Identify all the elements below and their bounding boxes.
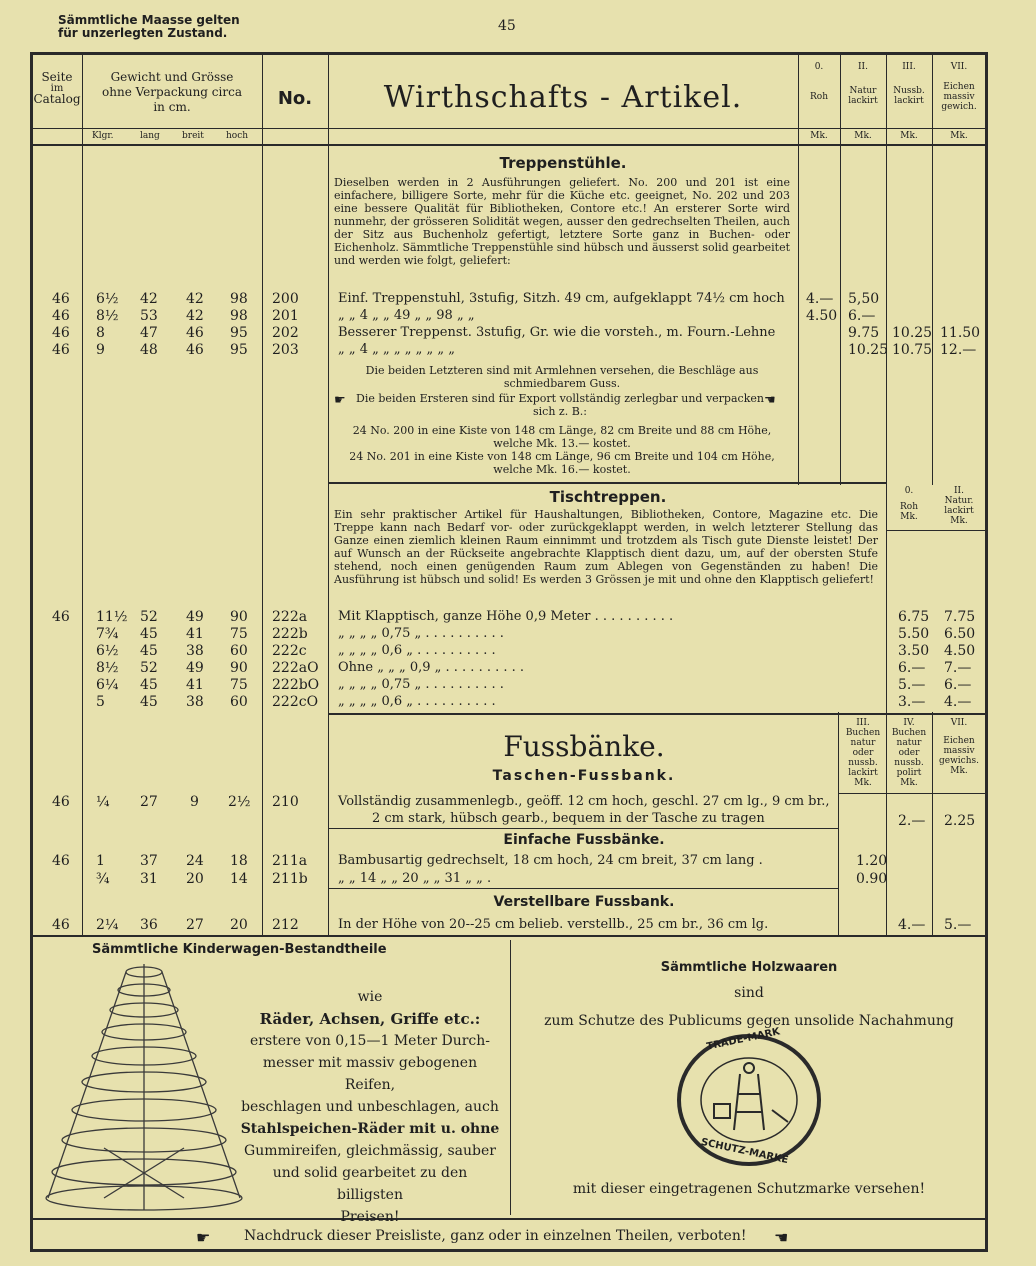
tisch-row-222b-hoch: 75 [230,626,248,642]
wheel-stack-illustration [44,958,244,1216]
tisch-row-222cO-p0: 3.— [898,694,926,710]
tisch-price-col-0-header: 0. Roh Mk. [900,486,918,522]
treppen-row-202-p2: 9.75 [848,325,880,341]
treppen-note-2: Die beiden Ersteren sind für Export vollständig zerlegbar und verpacken sich z. B.: [356,392,764,418]
section-title: Wirthschafts - Artikel. [383,80,743,115]
treppen-row-203-breit: 46 [186,342,204,358]
tisch-row-222cO-breit: 38 [186,694,204,710]
tisch-row-222a-kg: 11½ [96,609,128,625]
row-211b-text: „ „ 14 „ „ 20 „ „ 31 „ „ . [338,871,492,886]
treppen-row-200-hoch: 98 [230,291,248,307]
treppen-description: Dieselben werden in 2 Ausführungen geliefert. No. 200 und 201 ist eine einfachere, billigere Sorte, mehr für die Küche etc. geeignet, No. 202 und 203 eine bessere Qualität für Bibliotheken, Contore etc.! An ersterer Sorte wird nunmehr, der grösseren Solidität wegen, ausser den gedrechselten Theilen, auch der Sitz aus Buchenholz gefertigt, letztere Sorte ganz in Buchen- oder Eichenholz. Sämmtliche Treppenstühle sind hübsch und äusserst solid gearbeitet und werden wie folgt, geliefert: [334,176,790,267]
tisch-row-222a-breit: 49 [186,609,204,625]
footer-notice: Nachdruck dieser Preisliste, ganz oder in einzelnen Theilen, verboten! [244,1228,747,1244]
tisch-row-222c-no: 222c [272,643,307,659]
catalog-page: Sämmtliche Maasse gelten für unzerlegten Zustand. 45 Seite im Catalog Gewicht und Grösse ohne Verpackung circa in cm. Klgr. lang breit hoch No. Wirthschafts - Artikel. 0. Roh II. Natur lackirt III. Nussb. lackirt VII. Eichen massiv gewich. Mk. Mk. Mk. Mk. Treppenstühle. Dieselben werden in 2 Ausführungen geliefert. No. 200 und 201 ist eine einfachere, billigere Sorte, mehr für die Küche etc. geeignet, No. 202 und 203 eine bessere Qualität für Bibliotheken, Contore etc.! An ersterer Sorte wird nunmehr, der grösseren Solidität wegen, ausser den gedrechselten Theilen, auch der Sitz aus Buchenholz gefertigt, letztere Sorte ganz in Buchen- oder Eichenholz. Sämmtliche Treppenstühle sind hübsch und äusserst solid gearbeitet und werden wie folgt, geliefert: 46 6½ 42 42 98 200 Einf. Treppenstuhl, 3stufig, Sitzh. 49 cm, aufgeklappt 74½ cm hoch 4.— 5,50 46 8½ 53 42 98 201 „ „ 4 „ „ 49 „ „ 98 „ „ 4.50 6.— 46 8 47 46 95 202 Besserer Treppenst. 3stufig, Gr. wie die vorsteh., m. Fourn.-Lehne 9.75 10.25 11.50 46 9 48 46 95 203 „ „ 4 „ „ „ „ „ „ „ „ 10.25 10.75 12.— Die beiden Letzteren sind mit Armlehnen versehen, die Beschläge aus schmiedbarem Guss. Die beiden Ersteren sind für Export vollständig zerlegbar und verpacken sich z. B.: ☛ ☚ 24 No. 200 in eine Kiste von 148 cm Länge, 82 cm Breite und 88 cm Höhe, welche Mk. 13.— kostet. 24 No. 201 in eine Kiste von 148 cm Länge, 96 cm Breite und 104 cm Höhe, welche Mk. 16.— kostet. Tischtreppen. 0. Roh Mk. II. Natur. lackirt Mk. Ein sehr praktischer Artikel für Haushaltungen, Bibliotheken, Contore, Magazine etc. Die Treppe kann nach Bedarf vor- oder zurückgeklappt werden, in welch letzterer Stellung das Ganze einen ziemlich kleinen Raum einnimmt und trotzdem als Tisch gute Dienste leistet! Der auf Wunsch an der Rückseite angebrachte Klapptisch dient dazu, um, auf der obersten Stufe stehend, noch einen genügenden Raum zum Ablegen von Gegenständen zu haben! Die Ausführung ist hübsch und solid! Es werden 3 Grössen je mit und ohne den Klapptisch geliefert! 46 11½ 52 49 90 222a Mit Klapptisch, ganze Höhe 0,9 Meter . . . . . . . . . . 6.75 7.75 7¾ 45 41 75 222b „ „ „ „ 0,75 „ . . . . . . . . . . 5.50 6.50 6½ 45 38 60 222c „ „ „ „ 0,6 „ . . . . . . . . . . 3.50 4.50 8½ 52 49 90 222aO Ohne „ „ „ 0,9 „ . . . . . . . . . . 6.— 7.— 6¼ 45 41 75 222bO „ „ „ „ 0,75 „ . . . . . . . . . . 5.— 6.— 5 45 38 60 222cO „ „ „ „ 0,6 „ . . . . . . . . . . 3.— 4.— Fussbänke. Taschen-Fussbank. III. Buchen natur oder nussb. lackirt Mk. IV. Buchen natur oder nussb. polirt Mk. VII. Eichen massiv gewichs. Mk. 46 ¼ 27 9 2½ 210 Vollständig zusammenlegb., geöff. 12 cm hoch, geschl. 27 cm lg., 9 cm br., 2 cm stark, hübsch gearb., bequem in der Tasche zu tragen 2.— 2.25 Einfache Fussbänke. 46 1 37 24 18 211a Bambusartig gedrechselt, 18 cm hoch, 24 cm breit, 37 cm lang . 1.20 ¾ 31 20 14 211b „ „ 14 „ „ 20 „ „ 31 „ „ . 0.90 Verstellbare Fussbank. 46 2¼ 36 27 20 212 In der Höhe von 20--25 cm belieb. verstellb., 25 cm br., 36 cm lg. 4.— 5.— Sämmtliche Kinderwagen-Bestandtheile wie Räder, Achsen, Griffe etc.: erstere von 0,15—1 Meter Durch- messer mit massiv gebogenen Reifen, beschlagen und unbeschlagen, auch Stahlspeichen-Räder mit u. ohne Gummireifen, gleichmässig, sauber und solid gearbeitet zu den billigsten Preisen! Sämmtliche Holzwaaren sind zum Schutze des Publicums gegen unsolide Nachahmung TRADE-MARK SCHUTZ-MARKE mit dieser eingetragenen Schutzmarke versehen! ☛ Nachdruck dieser Preisliste, ganz oder in einzelnen Theilen, verboten! ☚ [0,0,1036,1266]
price-col-0-header: 0. Roh [810,62,828,102]
measure-note: Sämmtliche Maasse gelten für unzerlegten Zustand. [58,13,240,40]
treppen-note-1: Die beiden Letzteren sind mit Armlehnen versehen, die Beschläge aus schmiedbarem Guss. [365,364,759,390]
treppen-row-201-breit: 42 [186,308,204,324]
tisch-row-222aO-p2: 7.— [944,660,972,676]
treppen-row-201-text: „ „ 4 „ „ 49 „ „ 98 „ „ [338,308,475,323]
row-210-text: Vollständig zusammenlegb., geöff. 12 cm hoch, geschl. 27 cm lg., 9 cm br., [338,794,830,809]
price-col-7-header: VII. Eichen massiv gewich. [941,62,977,112]
tisch-title: Tischtreppen. [549,488,667,506]
tisch-row-222cO-text: „ „ „ „ 0,6 „ . . . . . . . . . . [338,694,496,709]
price-col-2-header: II. Natur lackirt [848,62,878,106]
treppen-row-203-p2: 10.25 [848,342,889,358]
kinderwagen-title: Sämmtliche Kinderwagen-Bestandtheile [92,942,387,957]
treppen-row-202-p7: 11.50 [940,325,981,341]
treppen-row-203-p3: 10.75 [892,342,933,358]
tisch-row-222b-kg: 7¾ [96,626,119,642]
tisch-row-222c-hoch: 60 [230,643,248,659]
tisch-row-222aO-lang: 52 [140,660,158,676]
treppen-row-200-lang: 42 [140,291,158,307]
tisch-row-222b-p2: 6.50 [944,626,976,642]
treppen-row-200-no: 200 [272,291,299,307]
tisch-row-222aO-p0: 6.— [898,660,926,676]
tisch-row-222c-breit: 38 [186,643,204,659]
treppen-row-202-text: Besserer Treppenst. 3stufig, Gr. wie die vorsteh., m. Fourn.-Lehne [338,325,776,340]
treppen-row-203-lang: 48 [140,342,158,358]
treppen-row-203-text: „ „ 4 „ „ „ „ „ „ „ „ [338,342,455,357]
tisch-row-222bO-p0: 5.— [898,677,926,693]
tisch-row-222b-lang: 45 [140,626,158,642]
treppen-row-203-hoch: 95 [230,342,248,358]
tisch-row-222aO-kg: 8½ [96,660,119,676]
treppen-row-201-p0: 4.50 [806,308,838,324]
treppen-row-200-breit: 42 [186,291,204,307]
treppen-row-203-no: 203 [272,342,299,358]
footer-hand-right-icon: ☛ [196,1228,211,1247]
tisch-row-222b-no: 222b [272,626,308,642]
treppen-row-202-lang: 47 [140,325,158,341]
treppen-row-201-seite: 46 [52,308,70,324]
treppen-row-201-hoch: 98 [230,308,248,324]
treppen-row-201-p2: 6.— [848,308,876,324]
treppen-row-200-p2: 5,50 [848,291,880,307]
tisch-row-222a-no: 222a [272,609,308,625]
holzwaaren-title: Sämmtliche Holzwaaren [660,960,838,975]
treppen-row-200-kg: 6½ [96,291,119,307]
row-211a-text: Bambusartig gedrechselt, 18 cm hoch, 24 cm breit, 37 cm lang . [338,853,763,868]
trademark-bottom-label: SCHUTZ-MARKE [699,1136,790,1167]
treppen-row-202-breit: 46 [186,325,204,341]
pointing-hand-left-icon: ☚ [764,393,776,408]
tisch-row-222cO-lang: 45 [140,694,158,710]
treppen-row-200-p0: 4.— [806,291,834,307]
tisch-row-222bO-hoch: 75 [230,677,248,693]
tisch-row-222bO-lang: 45 [140,677,158,693]
tisch-row-222c-p2: 4.50 [944,643,976,659]
fuss-title: Fussbänke. [503,730,665,763]
tisch-row-222a-seite: 46 [52,609,70,625]
tisch-row-222b-breit: 41 [186,626,204,642]
tisch-row-222a-p0: 6.75 [898,609,930,625]
tisch-row-222aO-hoch: 90 [230,660,248,676]
pointing-hand-icon: ☛ [334,393,346,408]
tisch-row-222bO-text: „ „ „ „ 0,75 „ . . . . . . . . . . [338,677,504,692]
treppen-row-200-seite: 46 [52,291,70,307]
tisch-row-222a-text: Mit Klapptisch, ganze Höhe 0,9 Meter . . . . . . . . . . [338,609,674,624]
treppen-row-202-hoch: 95 [230,325,248,341]
tisch-row-222aO-no: 222aO [272,660,319,676]
fuss-price-col-3-header: III. Buchen natur oder nussb. lackirt Mk. [845,718,881,788]
tisch-row-222b-text: „ „ „ „ 0,75 „ . . . . . . . . . . [338,626,504,641]
tisch-row-222aO-text: Ohne „ „ „ 0,9 „ . . . . . . . . . . [338,660,525,675]
tisch-row-222aO-breit: 49 [186,660,204,676]
tisch-description: Ein sehr praktischer Artikel für Haushaltungen, Bibliotheken, Contore, Magazine etc. Die Treppe kann nach Bedarf vor- oder zurückgeklappt werden, in welch letzterer Stellung das Ganze einen ziemlich kleinen Raum einnimmt und trotzdem als Tisch gute Dienste leistet! Der auf Wunsch an der Rückseite angebrachte Klapptisch dient dazu, um, auf der obersten Stufe stehend, noch einen genügenden Raum zum Ablegen von Gegenständen zu haben! Die Ausführung ist hübsch und solid! Es werden 3 Grössen je mit und ohne den Klapptisch geliefert! [334,508,878,586]
treppen-row-200-text: Einf. Treppenstuhl, 3stufig, Sitzh. 49 cm, aufgeklappt 74½ cm hoch [338,291,785,306]
fuss-price-col-7-header: VII. Eichen massiv gewichs. Mk. [939,718,979,776]
tisch-row-222bO-kg: 6¼ [96,677,119,693]
treppen-row-202-kg: 8 [96,325,105,341]
tisch-row-222bO-breit: 41 [186,677,204,693]
treppen-row-202-no: 202 [272,325,299,341]
no-header: No. [277,88,313,109]
page-number: 45 [498,18,516,34]
tisch-row-222a-lang: 52 [140,609,158,625]
tisch-row-222c-text: „ „ „ „ 0,6 „ . . . . . . . . . . [338,643,496,658]
tisch-row-222a-hoch: 90 [230,609,248,625]
seite-header: Seite im Catalog [33,70,81,106]
tisch-row-222c-p0: 3.50 [898,643,930,659]
treppen-row-201-no: 201 [272,308,299,324]
fuss-subtitle-verstellbar: Verstellbare Fussbank. [493,894,675,910]
row-212-text: In der Höhe von 20--25 cm belieb. verstellb., 25 cm br., 36 cm lg. [338,917,769,932]
treppen-row-203-seite: 46 [52,342,70,358]
fuss-subtitle-einfach: Einfache Fussbänke. [503,832,665,848]
price-col-3-header: III. Nussb. lackirt [893,62,925,106]
tisch-row-222cO-p2: 4.— [944,694,972,710]
fuss-price-col-4-header: IV. Buchen natur oder nussb. polirt Mk. [891,718,927,788]
tisch-row-222cO-no: 222cO [272,694,319,710]
treppen-note-3: 24 No. 200 in eine Kiste von 148 cm Länge, 82 cm Breite und 88 cm Höhe, welche Mk. 13.— kostet. [352,424,772,450]
gewicht-header: Gewicht und Grösse ohne Verpackung circa in cm. [102,70,242,114]
fuss-subtitle-tasche: Taschen-Fussbank. [492,768,676,784]
footer-hand-left-icon: ☚ [774,1228,789,1247]
treppen-row-201-kg: 8½ [96,308,119,324]
kinderwagen-text: wie Räder, Achsen, Griffe etc.: erstere von 0,15—1 Meter Durch- messer mit massiv gebogenen Reifen, beschlagen und unbeschlagen, auch Stahlspeichen-Räder mit u. ohne Gummireifen, gleichmässig, sauber und solid gearbeitet zu den billigsten Preisen! [240,989,500,1225]
tisch-row-222a-p2: 7.75 [944,609,976,625]
tisch-row-222bO-no: 222bO [272,677,320,693]
tisch-row-222bO-p2: 6.— [944,677,972,693]
tisch-row-222b-p0: 5.50 [898,626,930,642]
tisch-price-col-2-header: II. Natur. lackirt Mk. [944,486,974,526]
tisch-row-222cO-kg: 5 [96,694,105,710]
treppen-row-201-lang: 53 [140,308,158,324]
tisch-row-222c-lang: 45 [140,643,158,659]
treppen-row-203-kg: 9 [96,342,105,358]
tisch-row-222cO-hoch: 60 [230,694,248,710]
treppen-row-202-p3: 10.25 [892,325,933,341]
treppen-row-202-seite: 46 [52,325,70,341]
tisch-row-222c-kg: 6½ [96,643,119,659]
treppen-title: Treppenstühle. [499,154,627,172]
treppen-row-203-p7: 12.— [940,342,977,358]
trademark-top-label: TRADE-MARK [705,1026,782,1053]
treppen-note-4: 24 No. 201 in eine Kiste von 148 cm Länge, 96 cm Breite und 104 cm Höhe, welche Mk. 16.— kostet. [349,450,775,476]
